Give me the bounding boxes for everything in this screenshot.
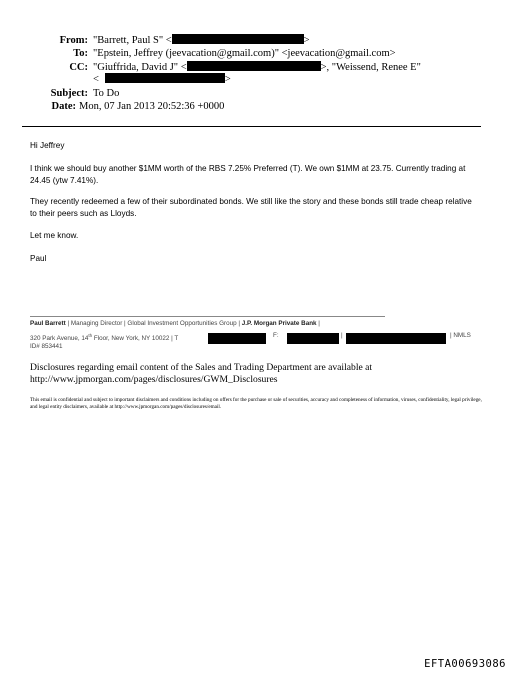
from-value: "Barrett, Paul S" <	[93, 35, 172, 46]
from-label: From:	[59, 35, 88, 46]
greeting: Hi Jeffrey	[30, 141, 65, 150]
cc-line2-close: >	[224, 74, 231, 85]
signature-bank-tail: |	[316, 320, 320, 327]
address-sup: th	[88, 333, 93, 338]
nmls-label: | NMLS	[450, 332, 471, 339]
redaction-box	[105, 73, 225, 83]
subject-value: To Do	[93, 88, 120, 99]
date-value: Mon, 07 Jan 2013 20:52:36 +0000	[79, 101, 225, 112]
from-close: >	[303, 35, 310, 46]
cc-mid: >, "Weissend, Renee E"	[320, 62, 421, 73]
to-label: To:	[73, 48, 88, 59]
body-paragraph-2: They recently redeemed a few of their subordinated bonds. We still like the story and these bonds still trade cheap relative to their peers such as Lloyds.	[30, 197, 472, 218]
cc-value: "Giuffrida, David J" <	[93, 62, 187, 73]
body-paragraph-3: Let me know.	[30, 231, 79, 240]
redaction-box	[172, 34, 304, 44]
redaction-box	[287, 333, 339, 344]
subject-label: Subject:	[50, 88, 88, 99]
document-id: EFTA00693086	[424, 658, 506, 670]
address-pre: 320 Park Avenue, 14	[30, 335, 89, 343]
signature-name: Paul Barrett	[30, 320, 66, 327]
header-divider	[22, 126, 481, 127]
fax-label: F:	[273, 332, 279, 339]
signature-line-1	[30, 319, 320, 329]
cc-label: CC:	[69, 62, 88, 73]
fine-print: This email is confidential and subject to important disclaimers and conditions including on offers for the purchase or sale of securities, accuracy and completeness of information, viruses, confidentiality, legal privilege, and legal entity disclaimers, available at http://www.jpmorgan.com/pages/disclosures/email.	[30, 397, 482, 410]
redaction-box	[208, 333, 266, 344]
to-value: "Epstein, Jeffrey (jeevacation@gmail.com)" <jeevacation@gmail.com>	[93, 48, 396, 59]
signature-title: | Managing Director | Global Investment Opportunities Group |	[65, 320, 242, 327]
signature-divider	[30, 316, 385, 317]
signoff: Paul	[30, 254, 47, 263]
signature-bank: J.P. Morgan Private Bank	[241, 320, 317, 327]
redaction-box	[346, 333, 446, 344]
body-paragraph-1: I think we should buy another $1MM worth of the RBS 7.25% Preferred (T). We own $1MM at 23.75. Currently trading at 24.45 (ytw 7.41%).	[30, 164, 466, 185]
redaction-box	[187, 61, 321, 71]
signature-id: ID# 853441	[30, 343, 63, 350]
address-post: Floor, New York, NY 10022 | T	[92, 335, 179, 343]
date-label: Date:	[51, 101, 76, 112]
cc-line2-open: <	[93, 74, 99, 85]
separator: |	[341, 332, 343, 339]
disclosure-text: Disclosures regarding email content of the Sales and Trading Department are available at http://www.jpmorgan.com/pages/disclosures/GWM_Disclosures	[30, 362, 373, 385]
